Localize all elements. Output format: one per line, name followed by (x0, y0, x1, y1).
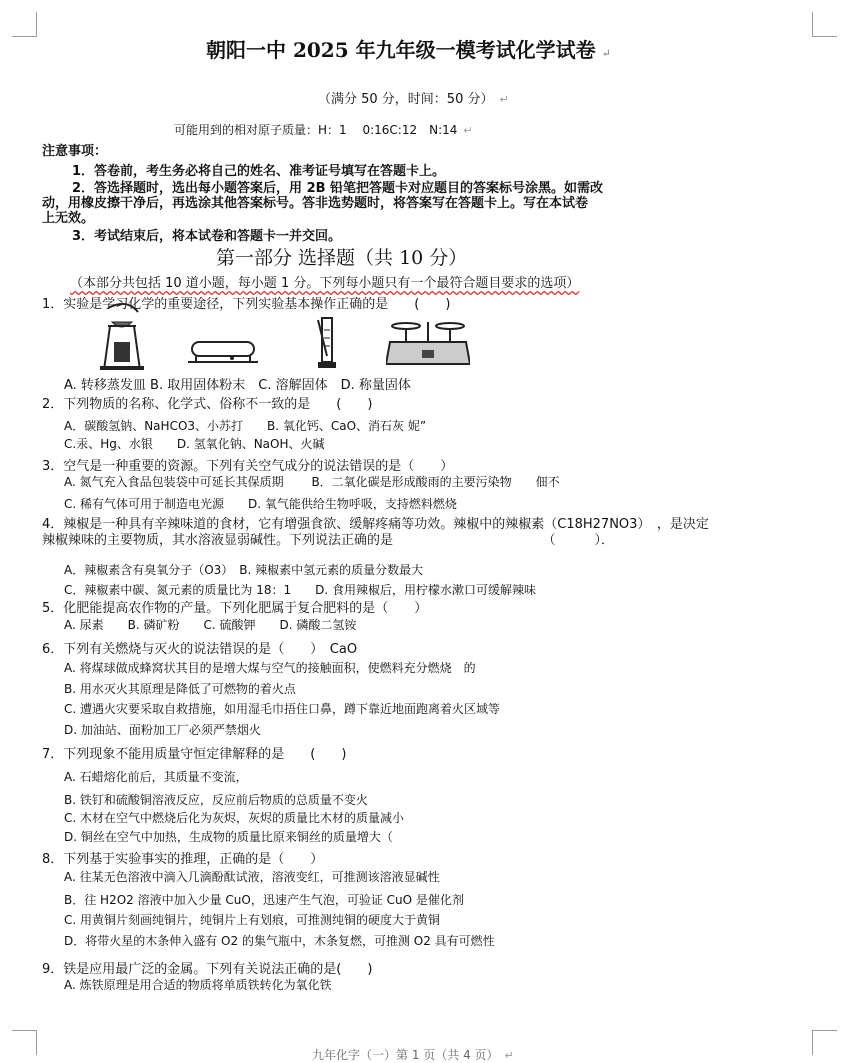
q7-option-c: C. 木材在空气中燃烧后化为灰烬，灰烬的质量比木材的质量减小 (64, 811, 405, 825)
q5-options: A. 尿素 B. 磷矿粉 C. 硫酸钾 D. 磷酸二氢铵 (64, 618, 357, 632)
q8-stem: 8．下列基于实验事实的推理，正确的是（ ） (42, 852, 324, 867)
page-title-text: 朝阳一中 2025 年九年级一模考试化学试卷 (206, 38, 596, 62)
q6-option-c: C. 遭遇火灾要采取自救措施，如用湿毛巾捂住口鼻，蹲下靠近地面跑离着火区域等 (64, 702, 501, 716)
q6-option-d: D. 加油站、面粉加工厂必须严禁烟火 (64, 723, 261, 737)
evaporating-dish-tongs-icon (100, 302, 144, 372)
q4-stem-line-2: 辣椒辣味的主要物质，其水溶液显弱碱性。下列说法正确的是 （ ）． (42, 533, 615, 548)
q8-option-a: A. 往某无色溶液中滴入几滴酚酞试液，溶液变红，可推测该溶液显碱性 (64, 870, 440, 884)
q3-options-cd: C. 稀有气体可用于制造电光源 D. 氧气能供给生物呼吸，支持燃料燃烧 (64, 497, 457, 511)
paragraph-mark-icon: ↵ (499, 93, 509, 106)
graduated-cylinder-icon (316, 316, 338, 370)
page-number-text: 九年化字（一）第 1 页（共 4 页） (312, 1048, 499, 1062)
page-title (206, 34, 611, 63)
q7-option-b: B. 铁钉和硫酸铜溶液反应，反应前后物质的总质量不变火 (64, 793, 368, 807)
corner-mark-top-right (812, 12, 837, 37)
q9-option-a: A. 炼铁原理是用合适的物质将单质铁转化为氧化铁 (64, 978, 332, 992)
corner-mark-bottom-left (12, 1030, 37, 1055)
paragraph-mark-icon: ↵ (601, 47, 611, 60)
q7-option-d: D. 铜丝在空气中加热，生成物的质量比原来铜丝的质量增大（ (64, 830, 393, 844)
q4-stem-line-1: 4．辣椒是一种具有辛辣味道的食材，它有增强食欲、缓解疼痛等功效。辣椒中的辣椒素（C18H27NO3） ，是决定 (42, 517, 709, 532)
paragraph-mark-icon: ↵ (463, 124, 473, 137)
section-instructions (70, 272, 579, 291)
atomic-masses (174, 121, 473, 138)
q4-options-ab: A．辣椒素含有臭氧分子（O3） B. 辣椒素中氢元素的质量分数最大 (64, 563, 424, 577)
note-item-1: 1．答卷前，考生务必将自己的姓名、准考证号填写在答题卡上。 (72, 164, 446, 179)
corner-mark-bottom-right (812, 1030, 837, 1055)
q6-stem: 6．下列有关燃烧与灭火的说法错误的是（ ） CaO (42, 642, 358, 657)
balance-scale-icon (386, 314, 470, 370)
corner-mark-top-left (12, 12, 37, 37)
q9-stem: 9．铁是应用最广泛的金属。下列有关说法正确的是( ) (42, 962, 373, 977)
exam-subtitle-text: （满分 50 分，时间：50 分） (318, 92, 494, 107)
q2-options-ab: A．碳酸氢钠、NaHCO3、小苏打 B. 氧化钙、CaO、消石灰 妮” (64, 419, 427, 433)
note-item-2-line-3: 上无效。 (42, 211, 95, 226)
q6-option-a: A. 将煤球做成蜂窝状其目的是增大煤与空气的接触面积，使燃料充分燃烧 的 (64, 661, 476, 675)
q5-stem: 5．化肥能提高农作物的产量。下列化肥属于复合肥料的是（ ） (42, 601, 428, 616)
q7-stem: 7．下列现象不能用质量守恒定律解释的是 ( ) (42, 747, 347, 762)
q3-options-ab: A. 氮气充入食品包装袋中可延长其保质期 B．二氧化碳是形成酸雨的主要污染物 佃不 (64, 475, 560, 489)
q3-stem: 3．空气是一种重要的资源。下列有关空气成分的说法错误的是（ ） (42, 459, 454, 474)
page-footer (312, 1046, 514, 1063)
q2-options-cd: C.汞、Hg、水银 D. 氢氧化钠、NaOH、火碱 (64, 437, 325, 451)
q8-option-b: B．往 H2O2 溶液中加入少量 CuO，迅速产生气泡，可验证 CuO 是催化剂 (64, 893, 464, 907)
q1-options: A. 转移蒸发皿 B. 取用固体粉末 C. 溶解固体 D. 称量固体 (64, 378, 411, 393)
note-item-2-line-2: 动，用橡皮擦干净后，再选涂其他答案标号。答非选势题时，将答案写在答题卡上。写在本试卷 (42, 196, 589, 211)
q2-stem: 2．下列物质的名称、化学式、俗称不一致的是 ( ) (42, 397, 373, 412)
atomic-masses-text: 可能用到的相对原子质量：H：1 0:16C:12 N:14 (174, 123, 458, 137)
paragraph-mark-icon: ↵ (504, 1049, 514, 1062)
q7-option-a: A. 石蜡熔化前后，其质量不变流， (64, 770, 248, 784)
exam-subtitle (318, 88, 509, 107)
notes-heading: 注意事项： (42, 144, 108, 159)
q8-option-d: D．将带火星的木条伸入盛有 O2 的集气瓶中，木条复燃，可推测 O2 具有可燃性 (64, 934, 495, 948)
section-title: 第一部分 选择题（共 10 分） (216, 247, 468, 269)
note-item-2-line-1: 2．答选择题时，选出每小题答案后，用 2B 铅笔把答题卡对应题目的答案标号涂黑。如需改 (72, 181, 604, 196)
q4-options-cd: C．辣椒素中碳、氮元素的质量比为 18：1 D. 食用辣椒后，用柠檬水漱口可缓解辣味 (64, 583, 536, 597)
q6-option-b: B. 用水灭火其原理是降低了可燃物的着火点 (64, 682, 296, 696)
note-item-3: 3．考试结束后，将本试卷和答题卡一并交回。 (72, 229, 342, 244)
section-instructions-text: （本部分共包括 10 道小题，每小题 1 分。下列每小题只有一个最符合题目要求的选项） (70, 276, 580, 291)
q1-stem: 1．实验是学习化学的重要途径，下列实验基本操作正确的是 ( ) (42, 297, 451, 312)
powder-spatula-tube-icon (186, 336, 260, 366)
q8-option-c: C. 用黄铜片刻画纯铜片，纯铜片上有划痕，可推测纯铜的硬度大于黄铜 (64, 913, 441, 927)
